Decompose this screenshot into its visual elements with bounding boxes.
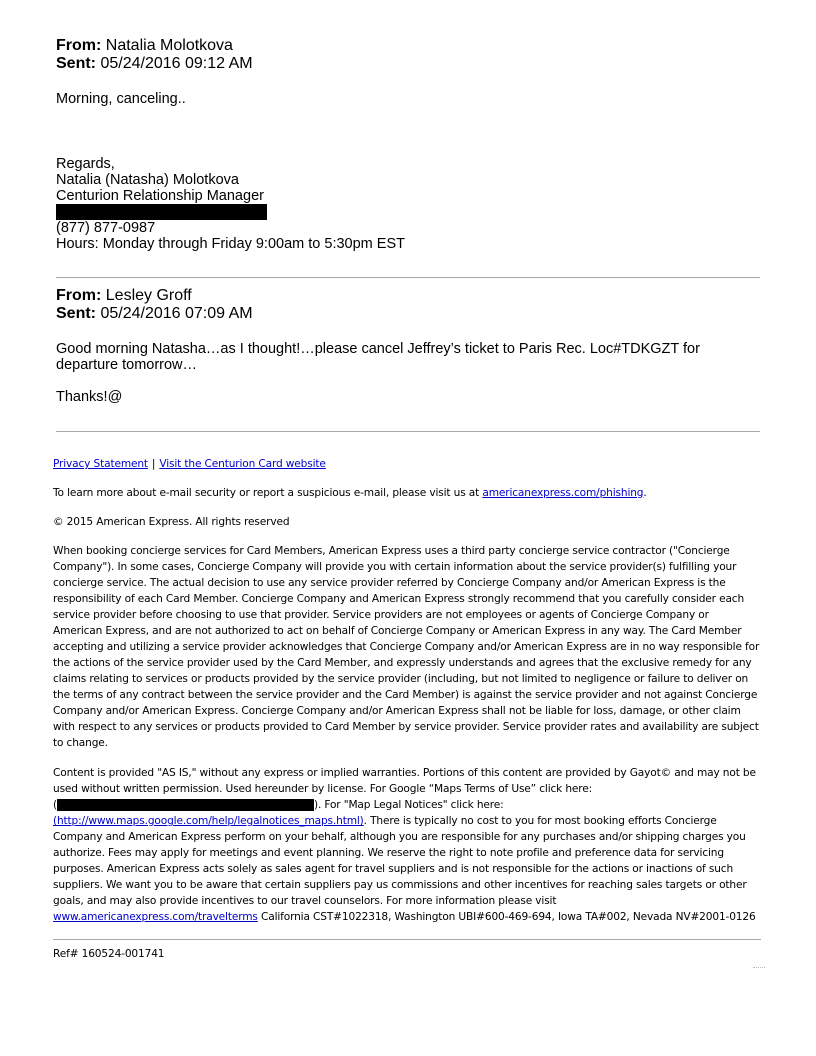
message-2-closing: Thanks!@: [56, 389, 123, 405]
reference-number: Ref# 160524-001741: [53, 948, 165, 960]
copyright: © 2015 American Express. All rights reserved: [53, 516, 290, 528]
content-disclaimer: [53, 765, 761, 925]
divider: [56, 277, 760, 278]
concierge-disclaimer: When booking concierge services for Card Members, American Express uses a third party concierge service contractor ("Concierge Company"). In some cases, Concierge Company will provide you with certain information about the service provider(s) fulfilling your concierge service. The actual decision to use any service provider referred by Concierge Company and/or American Express is the responsibility of each Card Member. Concierge Company and American Express strongly recommend that you carefully consider each service provider before choosing to use that provider. Service providers are not employees or agents of Concierge Company or American Express, and are not authorized to act on behalf of Concierge Company or American Express in any way. The Card Member accepting and utilizing a service provider acknowledges that Concierge Company and/or American Express are in no way responsible for the actions of the service provider used by the Card Member, and expressly understands and agrees that the exclusive remedy for any claims relating to services or products provided by the service provider (including, but not limited to negligence or failure to deliver on the terms of any contract between the service provider and the Card Member) is against the service provider and not against Concierge Company and/or American Express. Concierge Company and/or American Express shall not be liable for loss, damage, or other claim with respect to any services or products provided to Card Member by service provider. Service provider rates and availability are subject to change.: [53, 545, 760, 749]
message-1-from: [56, 37, 760, 55]
message-2: [56, 287, 760, 323]
sent-date: 05/24/2016 09:12 AM: [100, 55, 253, 72]
map-notices-text: ). For "Map Legal Notices" click here:: [313, 799, 504, 811]
signature-name: Natalia (Natasha) Molotkova: [56, 172, 239, 188]
message-2-body: Good morning Natasha…as I thought!…please cancel Jeffrey’s ticket to Paris Rec. Loc#TDKGZT for departure tomorrow…: [56, 341, 700, 373]
sender-name: Lesley Groff: [105, 287, 192, 304]
security-text: To learn more about e-mail security or report a suspicious e-mail, please visit us at: [53, 487, 483, 499]
message-2-from: [56, 287, 760, 305]
message-2-sent: [56, 305, 760, 323]
signature-hours: Hours: Monday through Friday 9:00am to 5:30pm EST: [56, 236, 405, 252]
sent-label: Sent:: [56, 55, 96, 72]
privacy-statement-link[interactable]: Privacy Statement: [53, 458, 148, 470]
divider: [56, 431, 760, 432]
link-separator: |: [151, 458, 156, 470]
from-label: From:: [56, 287, 102, 304]
sender-name: Natalia Molotkova: [105, 37, 233, 54]
security-notice: [53, 485, 761, 501]
content-text-3: California CST#1022318, Washington UBI#600-469-694, Iowa TA#002, Nevada NV#2001-0126: [257, 911, 756, 923]
message-1: [56, 37, 760, 73]
open-paren: (: [53, 799, 57, 811]
content-text-1: Content is provided "AS IS," without any express or implied warranties. Portions of this content are provided by Gayot© and may not be used without written permission. Used hereunder by license. For Google “Maps Terms of Use” click here:: [53, 767, 756, 795]
travel-terms-link[interactable]: www.americanexpress.com/travelterms: [53, 911, 258, 923]
redacted-block: [56, 204, 760, 220]
message-1-sent: [56, 55, 760, 73]
footer-links: [53, 456, 761, 472]
signature: [56, 156, 760, 252]
from-label: From:: [56, 37, 102, 54]
sent-date: 05/24/2016 07:09 AM: [100, 305, 253, 322]
phishing-link[interactable]: americanexpress.com/phishing: [482, 487, 644, 499]
page-mark: [753, 967, 765, 968]
content-text-2: . There is typically no cost to you for most booking efforts Concierge Company and American Express perform on your behalf, although you are responsible for any purchases and/or shipping charges you authorize. Fees may apply for meetings and event planning. We reserve the right to note profile and preference data for servicing purposes. American Express acts solely as sales agent for travel suppliers and is not responsible for the actions or inactions of such suppliers. We want you to be aware that certain suppliers pay us commissions and other incentives for reaching sales targets or other goals, and may also provide incentives to our travel counselors. For more information please visit: [53, 815, 747, 907]
message-1-body: Morning, canceling..: [56, 91, 186, 107]
signature-regards: Regards,: [56, 156, 115, 172]
signature-phone: (877) 877-0987: [56, 220, 156, 236]
signature-title: Centurion Relationship Manager: [56, 188, 264, 204]
security-end: .: [643, 487, 647, 499]
redacted-link: [57, 799, 314, 811]
maps-legal-link[interactable]: (http://www.maps.google.com/help/legalnotices_maps.html): [53, 815, 364, 827]
divider: [53, 939, 761, 940]
centurion-website-link[interactable]: Visit the Centurion Card website: [159, 458, 326, 470]
sent-label: Sent:: [56, 305, 96, 322]
